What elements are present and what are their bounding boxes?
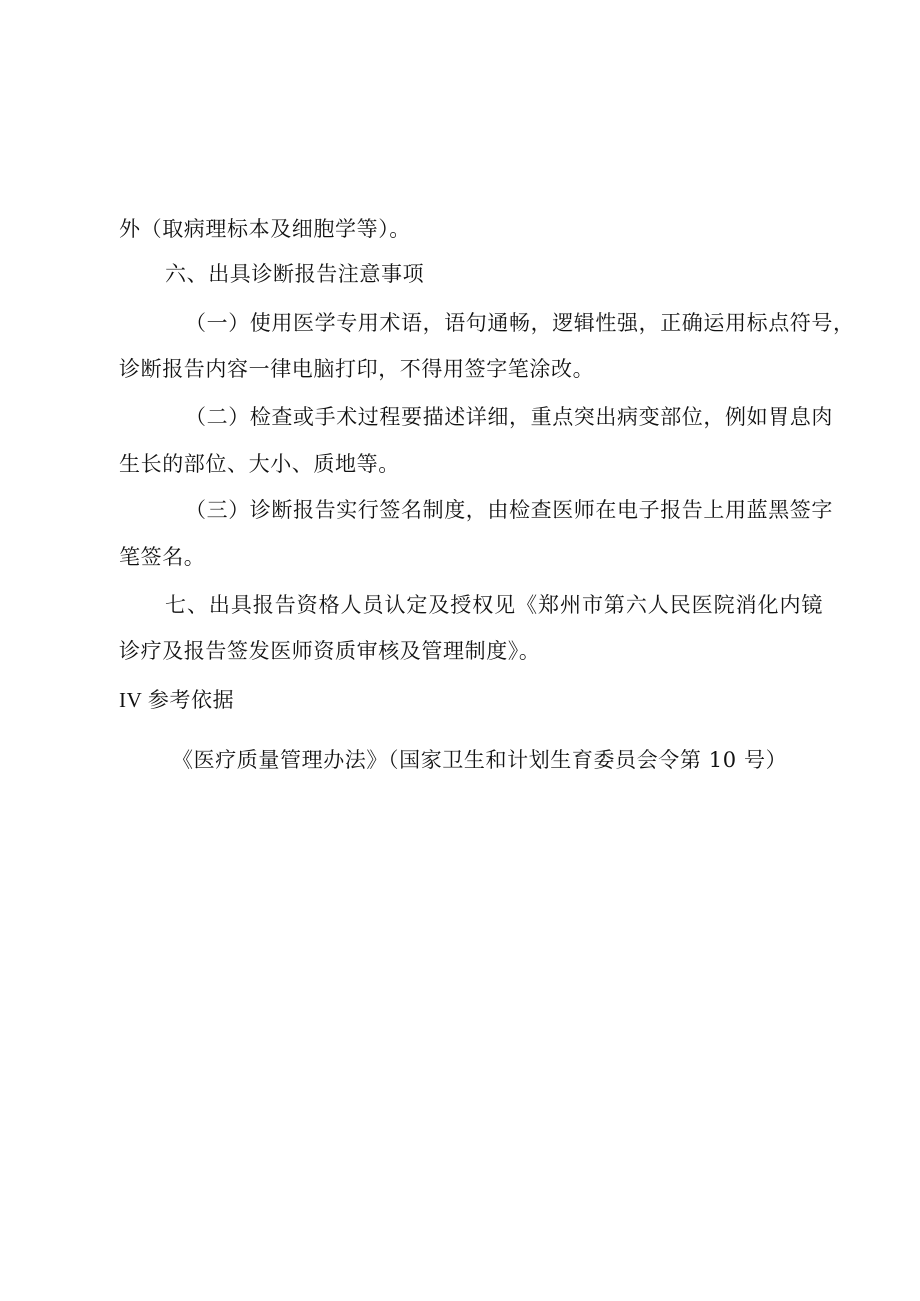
item-three-line-1: （三）诊断报告实行签名制度，由检查医师在电子报告上用蓝黑签字 — [185, 498, 833, 522]
paragraph-continuation: 外（取病理标本及细胞学等）。 — [119, 217, 411, 241]
item-two-line-2: 生长的部位、大小、质地等。 — [119, 452, 400, 476]
item-three-line-2: 笔签名。 — [119, 545, 206, 569]
section-heading-seven-line-2: 诊疗及报告签发医师资质审核及管理制度》。 — [119, 639, 541, 663]
section-heading-seven-line-1: 七、出具报告资格人员认定及授权见《郑州市第六人民医院消化内镜 — [165, 593, 823, 617]
item-one-line-1: （一）使用医学专用术语，语句通畅，逻辑性强，正确运用标点符号， — [185, 311, 855, 335]
item-one-line-2: 诊断报告内容一律电脑打印，不得用签字笔涂改。 — [119, 357, 595, 381]
section-heading-references: IV 参考依据 — [119, 688, 235, 712]
item-two-line-1: （二）检查或手术过程要描述详细，重点突出病变部位，例如胃息肉 — [185, 405, 833, 429]
section-heading-six: 六、出具诊断报告注意事项 — [165, 262, 425, 286]
reference-item: 《医疗质量管理办法》（国家卫生和计划生育委员会令第 10 号） — [172, 748, 788, 772]
